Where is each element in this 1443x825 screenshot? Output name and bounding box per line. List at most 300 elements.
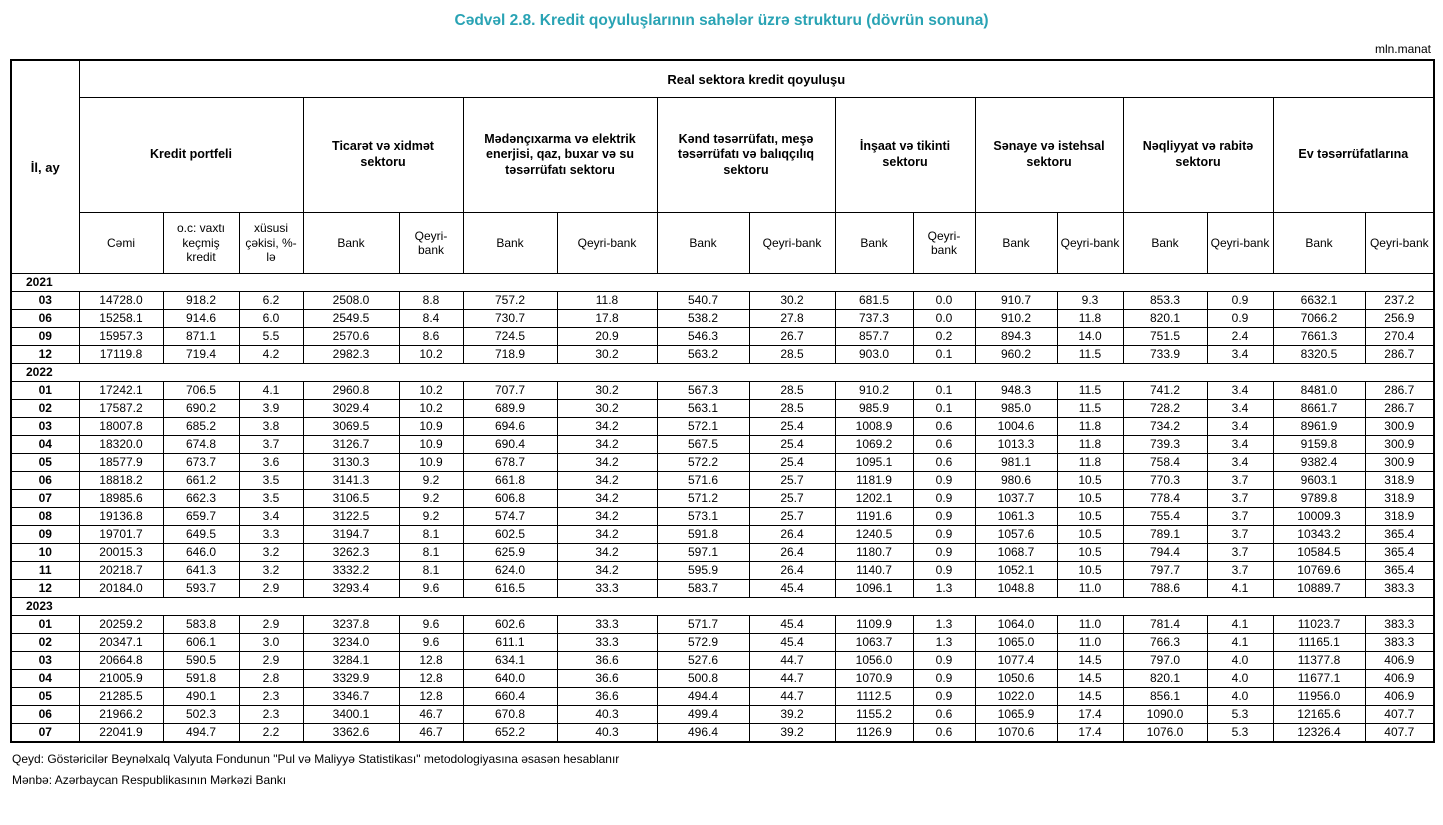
data-cell: 0.9: [913, 472, 975, 490]
data-cell: 0.9: [913, 490, 975, 508]
table-row: [11, 616, 1434, 634]
data-cell: 17242.1: [79, 382, 163, 400]
data-cell: 9159.8: [1273, 436, 1365, 454]
data-cell: 3029.4: [303, 400, 399, 418]
data-cell: 1013.3: [975, 436, 1057, 454]
data-cell: 1180.7: [835, 544, 913, 562]
data-cell: 706.5: [163, 382, 239, 400]
data-cell: 45.4: [749, 634, 835, 652]
data-cell: 286.7: [1365, 346, 1434, 364]
data-cell: 4.0: [1207, 670, 1273, 688]
data-cell: 5.5: [239, 328, 303, 346]
data-cell: 6.2: [239, 292, 303, 310]
data-cell: 0.9: [913, 670, 975, 688]
data-cell: 894.3: [975, 328, 1057, 346]
data-cell: 0.9: [913, 652, 975, 670]
data-cell: 758.4: [1123, 454, 1207, 472]
table-row: [11, 634, 1434, 652]
data-cell: 1112.5: [835, 688, 913, 706]
data-cell: 499.4: [657, 706, 749, 724]
data-cell: 20184.0: [79, 580, 163, 598]
data-cell: 567.3: [657, 382, 749, 400]
group-header-ticaret: Ticarət və xidmət sektoru: [303, 98, 463, 213]
data-cell: 3141.3: [303, 472, 399, 490]
data-cell: 602.5: [463, 526, 557, 544]
data-cell: 652.2: [463, 724, 557, 743]
data-cell: 14.5: [1057, 688, 1123, 706]
data-cell: 634.1: [463, 652, 557, 670]
data-cell: 30.2: [749, 292, 835, 310]
data-cell: 563.2: [657, 346, 749, 364]
data-cell: 11.0: [1057, 634, 1123, 652]
data-cell: 1109.9: [835, 616, 913, 634]
data-cell: 8.1: [399, 562, 463, 580]
table-row: [11, 688, 1434, 706]
data-cell: 3.9: [239, 400, 303, 418]
data-cell: 11023.7: [1273, 616, 1365, 634]
data-cell: 661.2: [163, 472, 239, 490]
year-label: 2023: [11, 598, 1434, 616]
data-cell: 0.9: [913, 526, 975, 544]
data-cell: 9.2: [399, 472, 463, 490]
data-cell: 690.4: [463, 436, 557, 454]
group-header-kend-teserrufati: Kənd təsərrüfatı, meşə təsərrüfatı və balıqçılıq sektoru: [657, 98, 835, 213]
data-cell: 985.0: [975, 400, 1057, 418]
month-label: 07: [11, 490, 79, 508]
data-cell: 3130.3: [303, 454, 399, 472]
month-label: 10: [11, 544, 79, 562]
data-cell: 538.2: [657, 310, 749, 328]
table-row: [11, 472, 1434, 490]
table-row: [11, 292, 1434, 310]
data-cell: 3.0: [239, 634, 303, 652]
data-cell: 2.3: [239, 706, 303, 724]
table-row: [11, 454, 1434, 472]
data-cell: 10889.7: [1273, 580, 1365, 598]
month-label: 12: [11, 580, 79, 598]
data-cell: 365.4: [1365, 526, 1434, 544]
data-cell: 755.4: [1123, 508, 1207, 526]
data-cell: 7661.3: [1273, 328, 1365, 346]
data-cell: 34.2: [557, 544, 657, 562]
month-label: 06: [11, 472, 79, 490]
data-cell: 734.2: [1123, 418, 1207, 436]
data-cell: 3362.6: [303, 724, 399, 743]
group-header-insaat: İnşaat və tikinti sektoru: [835, 98, 975, 213]
data-cell: 10343.2: [1273, 526, 1365, 544]
data-cell: 573.1: [657, 508, 749, 526]
col-header-qeyri-bank: Qeyri-bank: [399, 213, 463, 274]
data-cell: 34.2: [557, 454, 657, 472]
col-header-qeyri-bank: Qeyri-bank: [557, 213, 657, 274]
data-cell: 11.5: [1057, 400, 1123, 418]
data-cell: 0.9: [913, 688, 975, 706]
data-cell: 9.2: [399, 508, 463, 526]
data-cell: 980.6: [975, 472, 1057, 490]
data-cell: 44.7: [749, 688, 835, 706]
data-cell: 853.3: [1123, 292, 1207, 310]
data-cell: 0.2: [913, 328, 975, 346]
data-cell: 3.7: [1207, 490, 1273, 508]
table-row: [11, 670, 1434, 688]
data-cell: 8.6: [399, 328, 463, 346]
header-row-sub: [11, 213, 1434, 274]
data-cell: 11.5: [1057, 346, 1123, 364]
data-cell: 733.9: [1123, 346, 1207, 364]
data-cell: 0.6: [913, 454, 975, 472]
data-cell: 3126.7: [303, 436, 399, 454]
month-label: 02: [11, 634, 79, 652]
data-cell: 0.1: [913, 346, 975, 364]
data-cell: 0.6: [913, 706, 975, 724]
data-cell: 8961.9: [1273, 418, 1365, 436]
data-cell: 28.5: [749, 400, 835, 418]
group-header-kredit-portfeli: Kredit portfeli: [79, 98, 303, 213]
data-cell: 30.2: [557, 400, 657, 418]
data-cell: 3106.5: [303, 490, 399, 508]
data-cell: 571.7: [657, 616, 749, 634]
data-cell: 46.7: [399, 724, 463, 743]
data-cell: 20218.7: [79, 562, 163, 580]
group-header-senaye: Sənaye və istehsal sektoru: [975, 98, 1123, 213]
data-cell: 662.3: [163, 490, 239, 508]
data-cell: 1056.0: [835, 652, 913, 670]
data-cell: 4.0: [1207, 688, 1273, 706]
unit-label: mln.manat: [1374, 42, 1431, 56]
data-cell: 237.2: [1365, 292, 1434, 310]
table-row: [11, 724, 1434, 743]
data-cell: 724.5: [463, 328, 557, 346]
data-cell: 546.3: [657, 328, 749, 346]
data-cell: 856.1: [1123, 688, 1207, 706]
data-cell: 678.7: [463, 454, 557, 472]
col-header-xususi-cekisi: xüsusi çəkisi, %-lə: [239, 213, 303, 274]
table-row: [11, 400, 1434, 418]
data-cell: 670.8: [463, 706, 557, 724]
data-cell: 25.7: [749, 472, 835, 490]
month-label: 06: [11, 310, 79, 328]
data-cell: 14.0: [1057, 328, 1123, 346]
data-cell: 910.7: [975, 292, 1057, 310]
data-cell: 34.2: [557, 562, 657, 580]
data-cell: 14.5: [1057, 670, 1123, 688]
data-cell: 12.8: [399, 652, 463, 670]
data-cell: 778.4: [1123, 490, 1207, 508]
data-cell: 44.7: [749, 670, 835, 688]
data-cell: 30.2: [557, 382, 657, 400]
data-cell: 591.8: [657, 526, 749, 544]
data-cell: 1095.1: [835, 454, 913, 472]
data-cell: 857.7: [835, 328, 913, 346]
data-cell: 2.9: [239, 580, 303, 598]
data-cell: 45.4: [749, 616, 835, 634]
data-cell: 3.4: [1207, 454, 1273, 472]
data-cell: 6.0: [239, 310, 303, 328]
data-cell: 0.0: [913, 310, 975, 328]
data-cell: 527.6: [657, 652, 749, 670]
data-cell: 3329.9: [303, 670, 399, 688]
data-cell: 567.5: [657, 436, 749, 454]
data-cell: 18007.8: [79, 418, 163, 436]
data-cell: 766.3: [1123, 634, 1207, 652]
data-cell: 572.2: [657, 454, 749, 472]
data-cell: 3.7: [1207, 544, 1273, 562]
data-cell: 751.5: [1123, 328, 1207, 346]
data-cell: 4.1: [1207, 616, 1273, 634]
data-cell: 19136.8: [79, 508, 163, 526]
data-cell: 1037.7: [975, 490, 1057, 508]
table-row: [11, 490, 1434, 508]
data-cell: 12326.4: [1273, 724, 1365, 743]
data-cell: 2.2: [239, 724, 303, 743]
data-cell: 20015.3: [79, 544, 163, 562]
data-cell: 606.8: [463, 490, 557, 508]
data-cell: 500.8: [657, 670, 749, 688]
data-cell: 1202.1: [835, 490, 913, 508]
month-label: 08: [11, 508, 79, 526]
data-cell: 17.4: [1057, 706, 1123, 724]
data-cell: 5.3: [1207, 724, 1273, 743]
data-cell: 593.7: [163, 580, 239, 598]
data-cell: 2.4: [1207, 328, 1273, 346]
data-cell: 3.7: [1207, 562, 1273, 580]
data-cell: 595.9: [657, 562, 749, 580]
data-cell: 10.5: [1057, 490, 1123, 508]
table-row: [11, 652, 1434, 670]
data-cell: 10009.3: [1273, 508, 1365, 526]
data-cell: 583.8: [163, 616, 239, 634]
data-cell: 33.3: [557, 634, 657, 652]
data-cell: 44.7: [749, 652, 835, 670]
data-cell: 563.1: [657, 400, 749, 418]
data-cell: 571.6: [657, 472, 749, 490]
col-header-qeyri-bank: Qeyri-bank: [913, 213, 975, 274]
data-cell: 690.2: [163, 400, 239, 418]
data-cell: 36.6: [557, 688, 657, 706]
table-row: [11, 310, 1434, 328]
data-cell: 689.9: [463, 400, 557, 418]
table-header: [11, 60, 1434, 274]
data-cell: 17.8: [557, 310, 657, 328]
data-cell: 10.9: [399, 436, 463, 454]
data-cell: 407.7: [1365, 706, 1434, 724]
data-cell: 3.7: [239, 436, 303, 454]
data-cell: 757.2: [463, 292, 557, 310]
data-cell: 407.7: [1365, 724, 1434, 743]
data-cell: 910.2: [975, 310, 1057, 328]
data-cell: 34.2: [557, 490, 657, 508]
data-cell: 0.9: [1207, 292, 1273, 310]
data-cell: 590.5: [163, 652, 239, 670]
data-cell: 21005.9: [79, 670, 163, 688]
data-cell: 17119.8: [79, 346, 163, 364]
data-cell: 10.9: [399, 454, 463, 472]
footnotes: [12, 749, 1431, 791]
data-cell: 25.4: [749, 418, 835, 436]
data-cell: 25.7: [749, 508, 835, 526]
data-cell: 7066.2: [1273, 310, 1365, 328]
data-cell: 300.9: [1365, 454, 1434, 472]
data-cell: 2508.0: [303, 292, 399, 310]
data-cell: 820.1: [1123, 310, 1207, 328]
data-cell: 3.2: [239, 562, 303, 580]
month-label: 04: [11, 436, 79, 454]
data-cell: 286.7: [1365, 382, 1434, 400]
data-cell: 8661.7: [1273, 400, 1365, 418]
data-cell: 3.4: [1207, 436, 1273, 454]
month-label: 12: [11, 346, 79, 364]
data-cell: 18985.6: [79, 490, 163, 508]
data-cell: 494.4: [657, 688, 749, 706]
data-cell: 0.1: [913, 400, 975, 418]
data-cell: 10.2: [399, 400, 463, 418]
month-label: 09: [11, 526, 79, 544]
data-cell: 256.9: [1365, 310, 1434, 328]
data-cell: 3.7: [1207, 472, 1273, 490]
col-header-bank: Bank: [1123, 213, 1207, 274]
data-cell: 0.9: [913, 508, 975, 526]
table-body: [11, 274, 1434, 743]
data-cell: 10.5: [1057, 562, 1123, 580]
group-header-medencixarma: Mədənçıxarma və elektrik enerjisi, qaz, buxar və su təsərrüfatı sektoru: [463, 98, 657, 213]
data-cell: 36.6: [557, 652, 657, 670]
data-cell: 9.6: [399, 634, 463, 652]
data-cell: 11956.0: [1273, 688, 1365, 706]
data-cell: 4.0: [1207, 652, 1273, 670]
data-cell: 602.6: [463, 616, 557, 634]
data-cell: 26.4: [749, 562, 835, 580]
data-cell: 3.5: [239, 472, 303, 490]
data-cell: 20259.2: [79, 616, 163, 634]
data-cell: 1140.7: [835, 562, 913, 580]
data-cell: 45.4: [749, 580, 835, 598]
data-cell: 11.8: [1057, 454, 1123, 472]
data-cell: 3262.3: [303, 544, 399, 562]
data-cell: 673.7: [163, 454, 239, 472]
data-cell: 646.0: [163, 544, 239, 562]
month-label: 03: [11, 292, 79, 310]
col-header-il-ay: İl, ay: [11, 60, 79, 274]
data-cell: 26.7: [749, 328, 835, 346]
data-cell: 718.9: [463, 346, 557, 364]
data-cell: 33.3: [557, 580, 657, 598]
data-cell: 25.7: [749, 490, 835, 508]
month-label: 02: [11, 400, 79, 418]
table-row: [11, 328, 1434, 346]
data-cell: 948.3: [975, 382, 1057, 400]
data-cell: 46.7: [399, 706, 463, 724]
col-header-qeyri-bank: Qeyri-bank: [749, 213, 835, 274]
data-cell: 318.9: [1365, 472, 1434, 490]
data-cell: 3.8: [239, 418, 303, 436]
col-header-bank: Bank: [657, 213, 749, 274]
data-cell: 659.7: [163, 508, 239, 526]
data-cell: 11165.1: [1273, 634, 1365, 652]
data-cell: 4.1: [239, 382, 303, 400]
data-cell: 0.0: [913, 292, 975, 310]
table-row: [11, 526, 1434, 544]
data-cell: 572.9: [657, 634, 749, 652]
data-cell: 571.2: [657, 490, 749, 508]
data-cell: 10.5: [1057, 526, 1123, 544]
year-label: 2022: [11, 364, 1434, 382]
data-cell: 10.9: [399, 418, 463, 436]
col-header-bank: Bank: [835, 213, 913, 274]
data-cell: 0.6: [913, 436, 975, 454]
data-cell: 9.2: [399, 490, 463, 508]
data-cell: 9382.4: [1273, 454, 1365, 472]
data-cell: 1057.6: [975, 526, 1057, 544]
data-cell: 34.2: [557, 526, 657, 544]
data-cell: 40.3: [557, 724, 657, 743]
data-cell: 40.3: [557, 706, 657, 724]
data-cell: 1022.0: [975, 688, 1057, 706]
data-cell: 9.6: [399, 616, 463, 634]
data-cell: 21285.5: [79, 688, 163, 706]
data-cell: 728.2: [1123, 400, 1207, 418]
data-cell: 574.7: [463, 508, 557, 526]
data-cell: 3400.1: [303, 706, 399, 724]
data-cell: 0.6: [913, 724, 975, 743]
data-cell: 26.4: [749, 544, 835, 562]
table-row: [11, 436, 1434, 454]
data-cell: 985.9: [835, 400, 913, 418]
data-cell: 18818.2: [79, 472, 163, 490]
data-cell: 3293.4: [303, 580, 399, 598]
table-row: [11, 544, 1434, 562]
data-cell: 10584.5: [1273, 544, 1365, 562]
data-cell: 794.4: [1123, 544, 1207, 562]
data-cell: 406.9: [1365, 652, 1434, 670]
data-cell: 3.2: [239, 544, 303, 562]
data-cell: 2570.6: [303, 328, 399, 346]
data-cell: 30.2: [557, 346, 657, 364]
data-cell: 286.7: [1365, 400, 1434, 418]
data-cell: 383.3: [1365, 634, 1434, 652]
note-methodology: Qeyd: Göstəricilər Beynəlxalq Valyuta Fondunun "Pul və Maliyyə Statistikası" metodologiyasına əsasən hesablanır: [12, 752, 620, 766]
data-cell: 8.4: [399, 310, 463, 328]
data-cell: 789.1: [1123, 526, 1207, 544]
data-cell: 1155.2: [835, 706, 913, 724]
credit-structure-table: [10, 59, 1435, 743]
data-cell: 34.2: [557, 418, 657, 436]
data-cell: 33.3: [557, 616, 657, 634]
data-cell: 1191.6: [835, 508, 913, 526]
data-cell: 1050.6: [975, 670, 1057, 688]
data-cell: 8320.5: [1273, 346, 1365, 364]
data-cell: 494.7: [163, 724, 239, 743]
data-cell: 1070.9: [835, 670, 913, 688]
data-cell: 0.9: [913, 544, 975, 562]
data-cell: 2.8: [239, 670, 303, 688]
data-cell: 10.5: [1057, 508, 1123, 526]
data-cell: 741.2: [1123, 382, 1207, 400]
data-cell: 10.2: [399, 382, 463, 400]
data-cell: 28.5: [749, 382, 835, 400]
header-row-groups: [11, 98, 1434, 213]
data-cell: 14728.0: [79, 292, 163, 310]
data-cell: 9.3: [1057, 292, 1123, 310]
data-cell: 11.5: [1057, 382, 1123, 400]
year-row: [11, 598, 1434, 616]
data-cell: 25.4: [749, 436, 835, 454]
data-cell: 1090.0: [1123, 706, 1207, 724]
data-cell: 2549.5: [303, 310, 399, 328]
data-cell: 34.2: [557, 508, 657, 526]
data-cell: 770.3: [1123, 472, 1207, 490]
data-cell: 707.7: [463, 382, 557, 400]
table-row: [11, 418, 1434, 436]
